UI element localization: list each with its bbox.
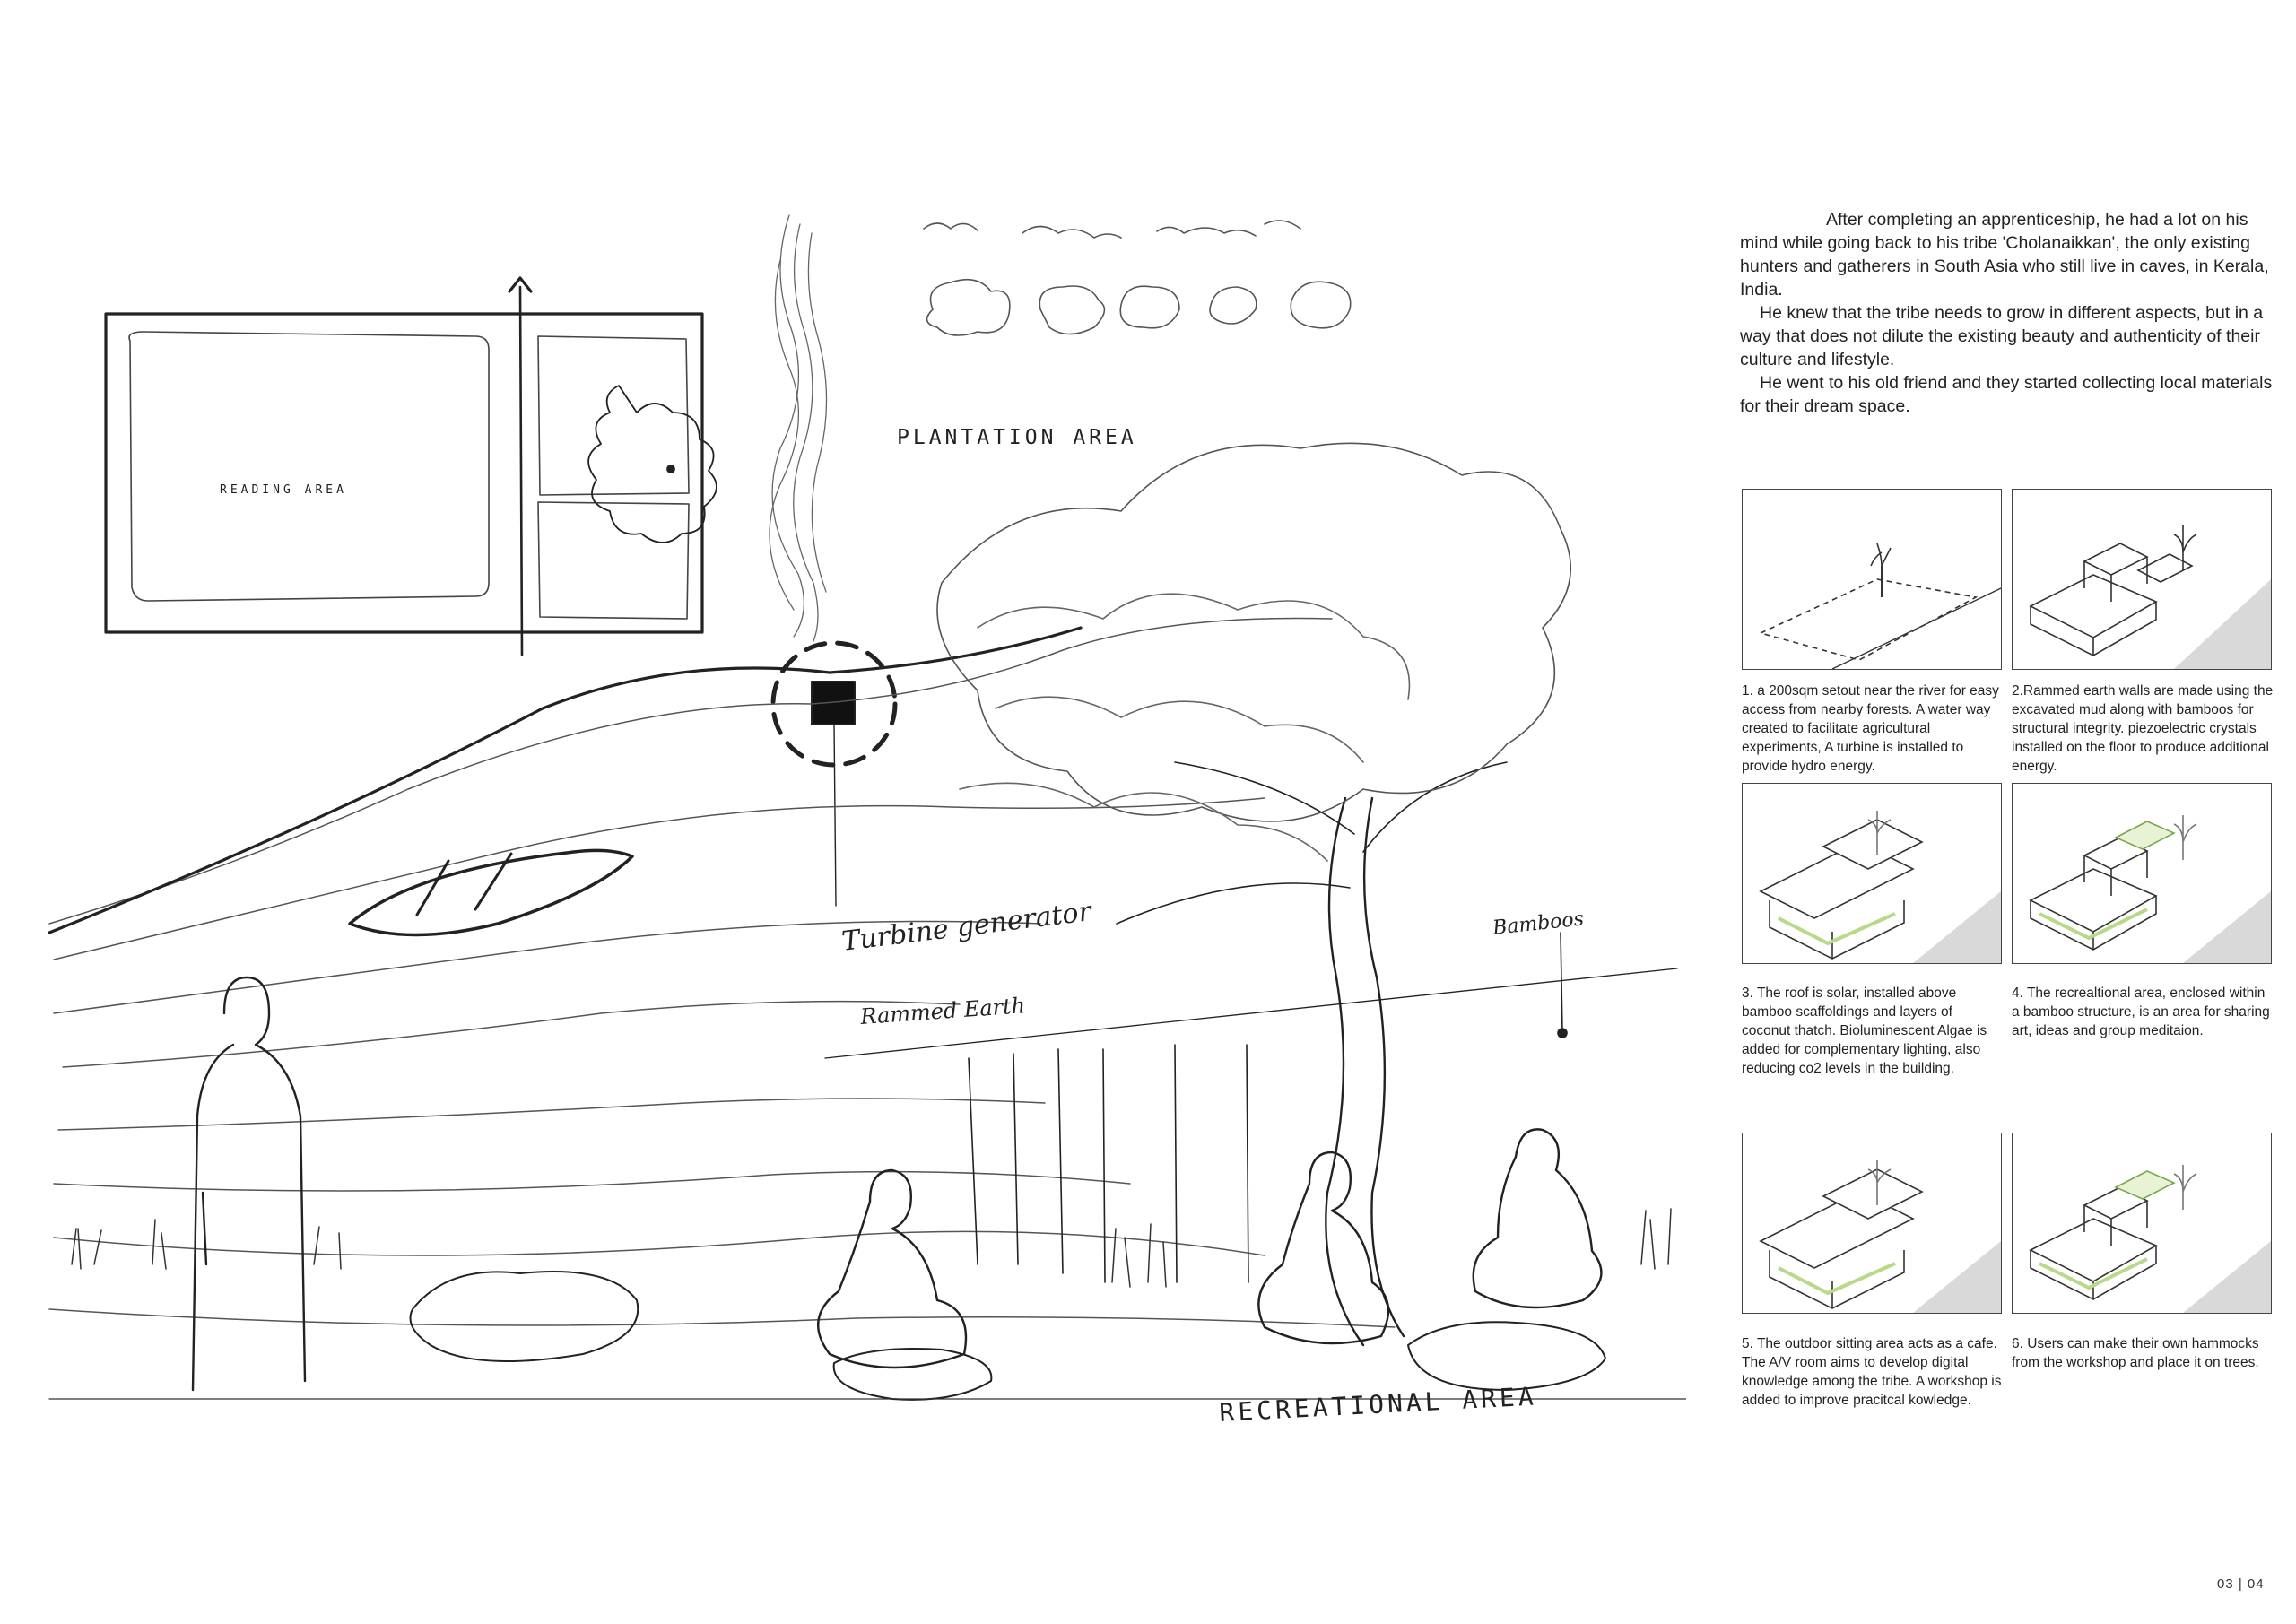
label-bamboos: Bamboos xyxy=(1492,908,1586,940)
bamboo-structure xyxy=(825,933,1677,1282)
rammed-earth-diagram xyxy=(2012,489,2272,670)
grass xyxy=(72,1209,1671,1287)
boat-sketch xyxy=(350,850,632,934)
reading-area-plan xyxy=(106,278,702,655)
seated-people xyxy=(818,1129,1601,1368)
sketch-drawing xyxy=(45,206,1686,1444)
step-caption: 6. Users can make their own hammocks from the workshop and place it on trees. xyxy=(2012,1336,2259,1370)
solar-roof-diagram xyxy=(1742,783,2002,964)
site-setout-diagram xyxy=(1742,489,2002,670)
story-paragraph: He went to his old friend and they started collecting local materials for their dream space. xyxy=(1740,373,2273,416)
site-sketch xyxy=(45,206,1686,1444)
distant-foliage xyxy=(924,221,1351,335)
turbine-marker xyxy=(773,643,895,906)
step-caption: 3. The roof is solar, installed above bamboo scaffoldings and layers of coconut thatch. Bioluminescent Algae is added for complementary lighting, also reducing co2 levels in the building. xyxy=(1742,986,1987,1076)
tree-sketch-small xyxy=(588,386,717,543)
label-recreational-area: RECREATIONAL AREA xyxy=(1218,1381,1538,1428)
label-plantation-area: PLANTATION AREA xyxy=(897,426,1137,449)
ground-rocks xyxy=(411,1272,1606,1400)
label-rammed-earth: Rammed Earth xyxy=(859,993,1027,1029)
label-reading-area: READING AREA xyxy=(220,483,347,497)
step-caption: 2.Rammed earth walls are made using the excavated mud along with bamboos for structural integrity. piezoelectric crystals installed on the floor to produce additional energy. xyxy=(2012,683,2274,774)
story-text xyxy=(1740,208,2278,418)
cafe-av-diagram xyxy=(1742,1133,2002,1314)
hammock-diagram xyxy=(2012,1133,2272,1314)
step-caption: 1. a 200sqm setout near the river for easy access from nearby forests. A water way created to facilitate agricultural experiments, A turbine is installed to provide hydro energy. xyxy=(1742,683,1999,774)
riverbank-line xyxy=(49,628,1081,933)
terrain-lines xyxy=(49,618,1395,1327)
label-turbine-generator: Turbine generator xyxy=(839,896,1093,958)
smoke-column xyxy=(770,215,827,641)
story-paragraph: He knew that the tribe needs to grow in different aspects, but in a way that does not dilute the existing beauty and authenticity of their culture and lifestyle. xyxy=(1740,303,2264,369)
step-caption: 4. The recrealtional area, enclosed within a bamboo structure, is an area for sharing art, ideas and group meditaion. xyxy=(2012,986,2270,1038)
page-number: 03 | 04 xyxy=(2217,1576,2265,1592)
step-caption: 5. The outdoor sitting area acts as a cafe. The A/V room aims to develop digital knowledge among the tribe. A workshop is added to improve pracitcal kowledge. xyxy=(1742,1336,2002,1408)
recreational-structure-diagram xyxy=(2012,783,2272,964)
large-tree xyxy=(937,443,1570,1345)
story-paragraph: After completing an apprenticeship, he had a lot on his mind while going back to his tribe 'Cholanaikkan', the only existing hunters and gatherers in South Asia who still live in caves, in Kerala, India. xyxy=(1740,210,2269,300)
standing-person xyxy=(193,977,305,1390)
